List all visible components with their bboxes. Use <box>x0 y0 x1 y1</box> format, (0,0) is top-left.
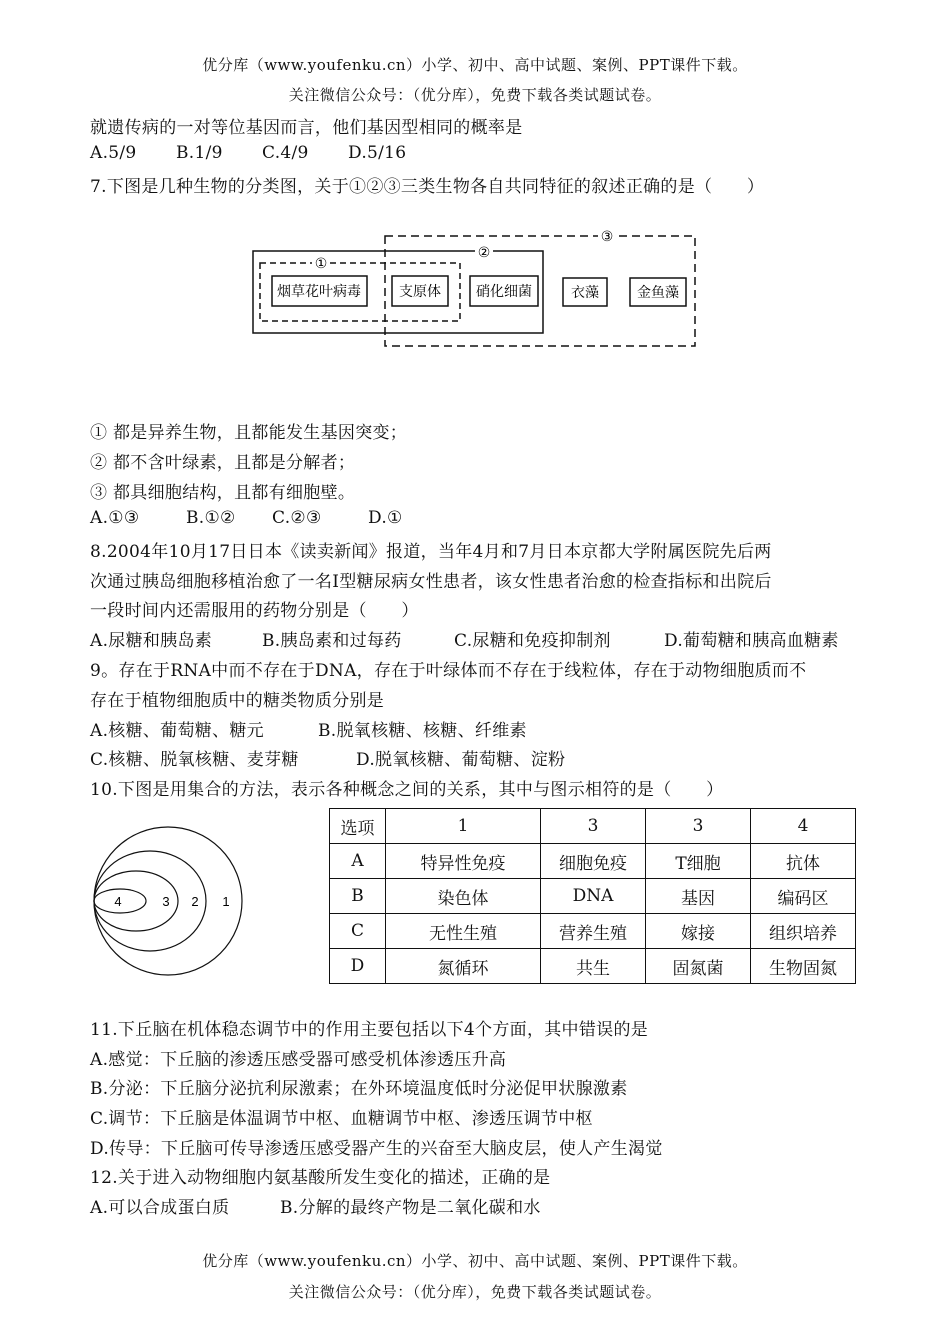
q10-stem: 10.下图是用集合的方法，表示各种概念之间的关系，其中与图示相符的是（ ） <box>90 780 724 800</box>
table-cell: 固氮菌 <box>646 949 751 984</box>
table-cell: B <box>330 879 386 914</box>
group-3-label: ③ <box>600 229 614 245</box>
footer-line-2: 关注微信公众号：（优分库），免费下载各类试题试卷。 <box>288 1283 662 1301</box>
q9-options-row-1 <box>90 716 527 741</box>
table-header-cell: 4 <box>751 809 856 844</box>
set-2-ellipse <box>94 851 206 951</box>
q7-option-d: D.① <box>368 508 403 528</box>
table-row <box>330 914 856 949</box>
q11-option-c: C.调节：下丘脑是体温调节中枢、血糖调节中枢、渗透压调节中枢 <box>90 1109 593 1129</box>
q11-option-b: B.分泌：下丘脑分泌抗利尿激素；在外环境温度低时分泌促甲状腺激素 <box>90 1079 628 1099</box>
table-header-cell: 3 <box>646 809 751 844</box>
table-header-cell: 1 <box>386 809 541 844</box>
organism-tmv: 烟草花叶病毒 <box>277 284 361 300</box>
header-line-1: 优分库（www.youfenku.cn）小学、初中、高中试题、案例、PPT课件下载。 <box>202 56 748 74</box>
q12-stem: 12.关于进入动物细胞内氨基酸所发生变化的描述，正确的是 <box>90 1168 551 1188</box>
q7-statement-2: ② 都不含叶绿素，且都是分解者； <box>90 453 356 473</box>
q11-option-a: A.感觉：下丘脑的渗透压感受器可感受机体渗透压升高 <box>90 1050 507 1070</box>
table-cell: 细胞免疫 <box>541 844 646 879</box>
q9-options-row-2 <box>90 745 565 770</box>
q7-stem: 7.下图是几种生物的分类图，关于①②③三类生物各自共同特征的叙述正确的是（ ） <box>90 177 765 197</box>
q8-option-c: C.尿糖和免疫抑制剂 <box>454 631 611 651</box>
table-cell: 生物固氮 <box>751 949 856 984</box>
q8-option-a: A.尿糖和胰岛素 <box>90 631 213 651</box>
table-cell: 编码区 <box>751 879 856 914</box>
table-cell: DNA <box>541 879 646 914</box>
q6-option-a: A.5/9 <box>90 143 137 163</box>
table-cell: 无性生殖 <box>386 914 541 949</box>
organism-chlamydomonas: 衣藻 <box>571 285 599 301</box>
q9-option-a: A.核糖、葡萄糖、糖元 <box>90 721 264 741</box>
q7-statement-1: ① 都是异养生物，且都能发生基因突变； <box>90 423 408 443</box>
q12-options <box>90 1193 541 1218</box>
q7-option-a: A.①③ <box>90 508 140 528</box>
venn-label-1: 1 <box>222 894 230 909</box>
q8-line-1: 8.2004年10月17日日本《读卖新闻》报道，当年4月和7月日本京都大学附属医院先后两 <box>90 542 772 562</box>
table-cell: 营养生殖 <box>541 914 646 949</box>
table-cell: D <box>330 949 386 984</box>
q12-option-b: B.分解的最终产物是二氧化碳和水 <box>280 1198 541 1218</box>
table-header-cell: 选项 <box>330 809 386 844</box>
table-cell: 抗体 <box>751 844 856 879</box>
q9-line-2: 存在于植物细胞质中的糖类物质分别是 <box>90 691 385 711</box>
q7-option-b: B.①② <box>186 508 236 528</box>
table-cell: 染色体 <box>386 879 541 914</box>
organism-hornwort: 金鱼藻 <box>637 285 679 301</box>
organism-mycoplasma: 支原体 <box>399 284 441 300</box>
set-venn-diagram <box>88 825 248 977</box>
table-cell: 特异性免疫 <box>386 844 541 879</box>
table-cell: A <box>330 844 386 879</box>
table-row <box>330 949 856 984</box>
q9-line-1: 9。存在于RNA中而不存在于DNA，存在于叶绿体而不存在于线粒体，存在于动物细胞质而不 <box>90 661 807 681</box>
q12-option-a: A.可以合成蛋白质 <box>90 1198 230 1218</box>
q6-option-b: B.1/9 <box>176 143 223 163</box>
classification-diagram <box>250 228 700 353</box>
q9-option-d: D.脱氧核糖、葡萄糖、淀粉 <box>356 750 566 770</box>
group-2-label: ② <box>477 245 491 261</box>
q10-options-table <box>329 808 856 984</box>
header-line-2: 关注微信公众号：（优分库），免费下载各类试题试卷。 <box>288 86 662 104</box>
footer-line-1: 优分库（www.youfenku.cn）小学、初中、高中试题、案例、PPT课件下载。 <box>202 1252 748 1270</box>
q8-line-2: 次通过胰岛细胞移植治愈了一名Ⅰ型糖尿病女性患者，该女性患者治愈的检查指标和出院后 <box>90 572 772 592</box>
q6-options <box>90 143 406 163</box>
table-header-row <box>330 809 856 844</box>
venn-label-3: 3 <box>162 894 170 909</box>
q8-options <box>90 626 839 651</box>
q6-text: 就遗传病的一对等位基因而言，他们基因型相同的概率是 <box>90 118 523 138</box>
table-header-cell: 3 <box>541 809 646 844</box>
q9-option-b: B.脱氧核糖、核糖、纤维素 <box>318 721 527 741</box>
q9-option-c: C.核糖、脱氧核糖、麦芽糖 <box>90 750 299 770</box>
q8-line-3: 一段时间内还需服用的药物分别是（ ） <box>90 601 419 621</box>
q6-option-c: C.4/9 <box>262 143 309 163</box>
group-1-label: ① <box>314 256 328 272</box>
table-cell: 嫁接 <box>646 914 751 949</box>
q8-option-b: B.胰岛素和过每药 <box>262 631 402 651</box>
table-cell: 氮循环 <box>386 949 541 984</box>
table-cell: C <box>330 914 386 949</box>
venn-label-4: 4 <box>114 894 122 909</box>
q7-option-c: C.②③ <box>272 508 322 528</box>
q7-statement-3: ③ 都具细胞结构，且都有细胞壁。 <box>90 483 356 503</box>
table-row <box>330 879 856 914</box>
venn-label-2: 2 <box>191 894 199 909</box>
q8-option-d: D.葡萄糖和胰高血糖素 <box>664 631 839 651</box>
q11-option-d: D.传导：下丘脑可传导渗透压感受器产生的兴奋至大脑皮层，使人产生渴觉 <box>90 1139 663 1159</box>
q6-option-d: D.5/16 <box>348 143 407 163</box>
table-cell: T细胞 <box>646 844 751 879</box>
organism-nitrifying-bacteria: 硝化细菌 <box>476 284 532 300</box>
table-row <box>330 844 856 879</box>
q11-stem: 11.下丘脑在机体稳态调节中的作用主要包括以下4个方面，其中错误的是 <box>90 1020 649 1040</box>
table-cell: 共生 <box>541 949 646 984</box>
table-cell: 基因 <box>646 879 751 914</box>
table-cell: 组织培养 <box>751 914 856 949</box>
q7-options <box>90 508 403 528</box>
